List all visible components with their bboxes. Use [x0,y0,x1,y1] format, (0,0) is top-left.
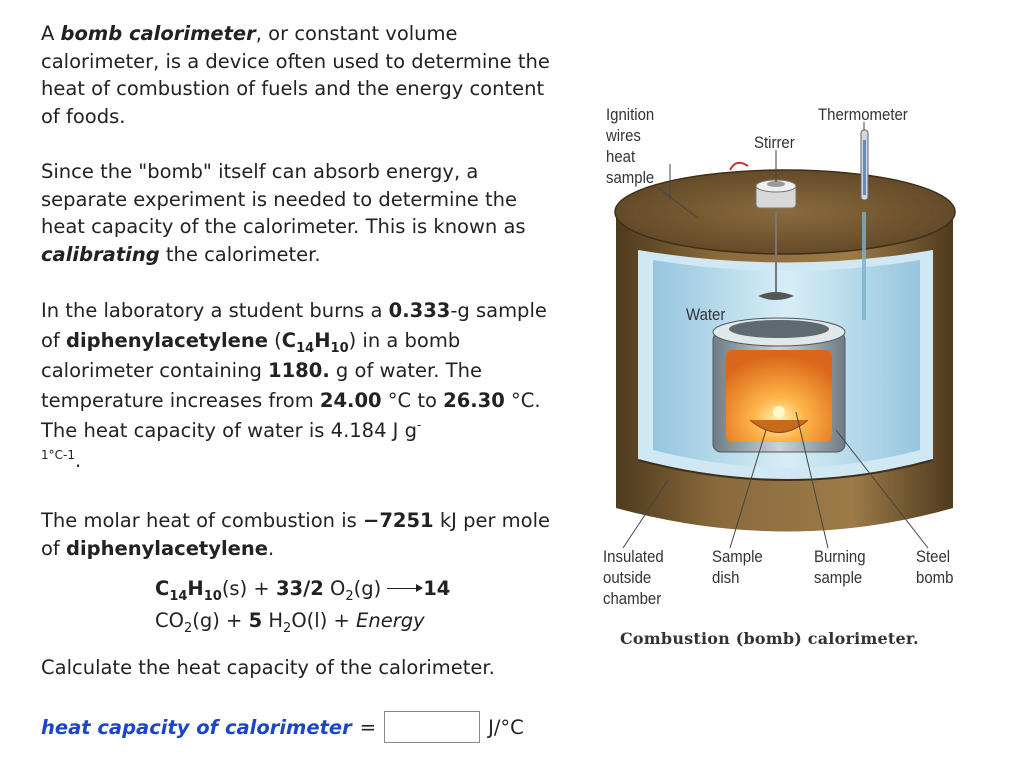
sample-mass: 0.333 [388,299,451,322]
term-bomb-calorimeter: bomb calorimeter [60,22,256,45]
label-water: Water [686,305,726,324]
calibration-paragraph: Since the "bomb" itself can absorb energy, a separate experiment is needed to determine the heat capacity of the calorimeter. This is known as calibrating the calorimeter. [41,160,526,266]
label-ignition-wires: Ignition wires heat sample [606,105,655,187]
label-sample-dish: Sample dish [712,547,763,587]
answer-label: heat capacity of calorimeter [41,715,352,739]
equals-sign: = [359,715,377,739]
final-temp: 26.30 [443,389,505,412]
initial-temp: 24.00 [319,389,382,412]
bomb-calorimeter-figure [598,100,978,660]
label-stirrer: Stirrer [754,133,795,152]
molar-heat-value: −7251 [363,509,434,532]
experiment-paragraph: In the laboratory a student burns a 0.333-g sample of diphenylacetylene $(C_{14}H_{10})$ in a bomb calorimeter containing 1180. g of water. The temperature increases from 24.00 °C to 26.30 °C. The heat capacity of water is 4.184 J g- $^{1^\circ C-1}$. [41,299,547,472]
figure-caption: Combustion (bomb) calorimeter. [620,629,919,648]
term-calibrating: calibrating [41,242,160,266]
calorimeter-illustration [598,100,978,570]
heat-of-combustion-paragraph: The molar heat of combustion is −7251 kJ per mole of diphenylacetylene. [41,509,550,560]
answer-unit: J/°C [488,715,524,739]
reaction-arrow [387,588,421,589]
label-steel-bomb: Steel bomb [916,547,954,587]
label-thermometer: Thermometer [818,105,908,124]
answer-row [41,710,524,744]
water-mass: 1180. [268,359,330,382]
question-text: Calculate the heat capacity of the calorimeter. [41,656,495,679]
heat-capacity-input[interactable] [384,711,480,743]
intro-paragraph: A bomb calorimeter, or constant volume calorimeter, is a device often used to determine the heat of combustion of fuels and the energy content of foods. [41,22,550,128]
label-burning-sample: Burning sample [814,547,866,587]
label-insulated-chamber: Insulated outside chamber [603,547,664,608]
compound-name: diphenylacetylene [66,329,268,352]
combustion-equation: $C_{14}H_{10}(s) + 33/2$ $O_2(g)$ 14 $CO_2(g) + 5$ $H_2O(l)$ + Energy [155,577,451,636]
compound-formula: $C_{14}H_{10}$ [281,329,349,356]
